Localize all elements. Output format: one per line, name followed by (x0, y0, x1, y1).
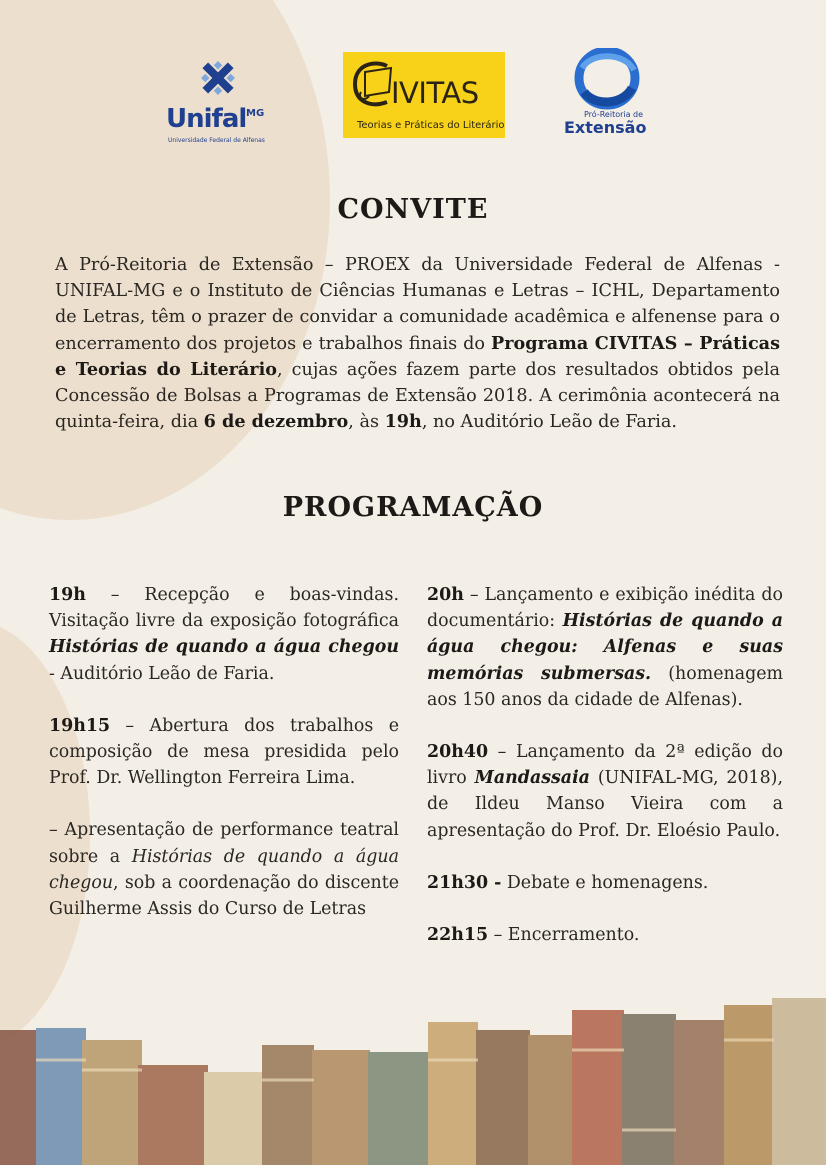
intro-text-4: , no Auditório Leão de Faria. (421, 412, 678, 433)
schedule-time: 20h40 (427, 742, 489, 763)
invitation-text (55, 252, 780, 435)
schedule-item (427, 582, 783, 713)
proex-logo (560, 48, 660, 144)
civitas-logo (343, 52, 505, 138)
unifal-logo (166, 56, 276, 148)
schedule-item (49, 582, 399, 687)
schedule-text: – Lançamento e exibição inédita do documentário: (427, 585, 783, 632)
exhibition-title: Histórias de quando a água chegou (49, 637, 399, 658)
civitas-wordmark: IVITAS (391, 76, 479, 110)
documentary-title: Histórias de quando a água chegou: Alfenas e suas memórias submersas. (427, 611, 783, 684)
unifal-wordmark: Unifal (166, 104, 247, 134)
schedule-time: 22h15 (427, 925, 489, 946)
schedule-item (427, 922, 783, 948)
unifal-subtitle: Universidade Federal de Alfenas (168, 137, 265, 144)
schedule-text: – Lançamento da 2ª edição do livro (427, 742, 783, 789)
scroll-c-icon (347, 58, 397, 116)
schedule-text: – Abertura dos trabalhos e composição de mesa presidida pelo Prof. Dr. Wellington Ferreira Lima. (49, 715, 399, 789)
schedule-text: – Apresentação de performance teatral sobre a (49, 820, 399, 867)
schedule-time: 21h30 - (427, 872, 502, 893)
logo-bar (0, 48, 826, 148)
schedule-time: 19h (49, 585, 86, 605)
schedule-time: 19h15 (49, 715, 111, 736)
schedule-text: – Encerramento. (488, 925, 640, 946)
invitation-title: CONVITE (337, 194, 489, 225)
book-title: Mandassaia (474, 768, 590, 789)
schedule-item (427, 739, 783, 844)
intro-text-2: , cujas ações fazem parte dos resultados obtidos pela Concessão de Bolsas a Programas de Extensão 2018. A cerimônia acontecerá na quinta-feira, dia (55, 359, 780, 433)
unifal-state-badge: MG (246, 108, 265, 119)
schedule-item (427, 870, 783, 896)
event-date: 6 de dezembro (203, 411, 349, 433)
schedule-text: Debate e homenagens. (501, 872, 709, 893)
schedule-text: (UNIFAL-MG, 2018), de Ildeu Manso Vieira com a apresentação do Prof. Dr. Eloésio Paulo. (427, 768, 783, 841)
schedule-text: (homenagem aos 150 anos da cidade de Alfenas). (427, 663, 783, 710)
proex-ring-icon (572, 48, 642, 110)
schedule-text: - Auditório Leão de Faria. (49, 663, 275, 684)
intro-text-1: A Pró-Reitoria de Extensão – PROEX da Universidade Federal de Alfenas - UNIFAL-MG e o Instituto de Ciências Humanas e Letras – ICHL, Departamento de Letras, têm o prazer de convidar a comunidade acadêmica e alfenense para o encerramento dos projetos e trabalhos finais do (55, 255, 780, 354)
event-time: 19h (384, 411, 422, 433)
intro-text-3: , às (348, 412, 385, 433)
program-name: Programa CIVITAS – Práticas e Teorias do Literário (55, 332, 780, 380)
program-title: PROGRAMAÇÃO (282, 492, 544, 523)
proex-line-2: Extensão (564, 118, 647, 137)
schedule-left-column (49, 582, 399, 948)
performance-title: Histórias de quando a água chegou (49, 846, 399, 893)
schedule-text: – Recepção e boas-vindas. Visitação livre da exposição fotográfica (49, 585, 399, 632)
schedule-time: 20h (427, 585, 464, 605)
unifal-emblem-icon (194, 56, 242, 102)
schedule-text: , sob a coordenação do discente Guilherme Assis do Curso de Letras (49, 872, 399, 920)
books-illustration (0, 990, 826, 1165)
schedule-item (49, 817, 399, 922)
proex-line-1: Pró-Reitoria de (584, 110, 644, 119)
schedule-item (49, 713, 399, 792)
civitas-subtitle: Teorias e Práticas do Literário (357, 120, 505, 131)
schedule-right-column (427, 582, 783, 974)
